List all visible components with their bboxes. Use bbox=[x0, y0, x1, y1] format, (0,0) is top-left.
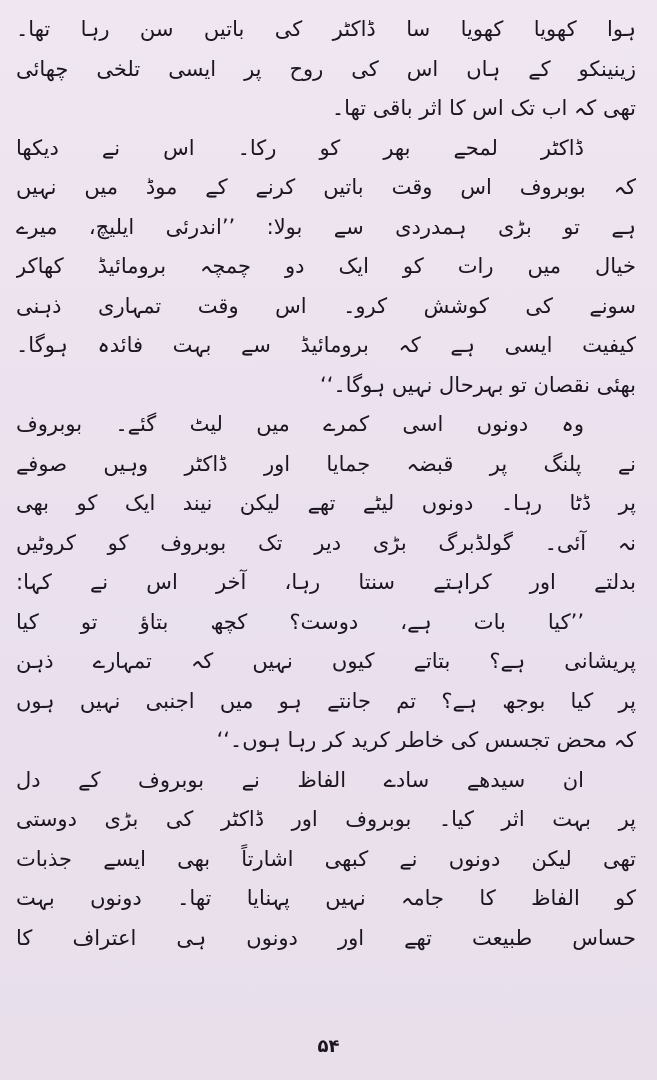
text-line: کہ بوبروف اس وقت باتیں کرنے کے موڈ میں نہیں bbox=[16, 175, 636, 199]
paragraph-start-line: وہ دونوں اسی کمرے میں لیٹ گئے۔ بوبروف bbox=[16, 412, 584, 436]
text-line: کیفیت ایسی ہے کہ برومائیڈ سے بہت فائدہ ہوگا۔ bbox=[16, 333, 636, 357]
text-line: ہوا کھویا کھویا سا ڈاکٹر کی باتیں سن رہا تھا۔ bbox=[16, 17, 636, 41]
text-line: نہ آئی۔ گولڈبرگ بڑی دیر تک بوبروف کو کروٹیں bbox=[16, 530, 636, 555]
text-line: نے پلنگ پر قبضہ جمایا اور ڈاکٹر وہیں صوفے bbox=[16, 451, 636, 476]
text-line: خیال میں رات کو ایک دو چمچہ برومائیڈ کھاکر bbox=[16, 254, 636, 278]
text-line: کو الفاظ کا جامہ نہیں پہنایا تھا۔ دونوں بہت bbox=[16, 886, 636, 910]
paragraph-start-line: ’’کیا بات ہے، دوست؟ کچھ بتاؤ تو کیا bbox=[16, 609, 584, 634]
text-line: تھی لیکن دونوں نے کبھی اشارتاً بھی ایسے جذبات bbox=[16, 846, 636, 871]
paragraph-start-line: ڈاکٹر لمحے بھر کو رکا۔ اس نے دیکھا bbox=[16, 135, 584, 160]
body-text bbox=[16, 10, 636, 958]
text-line: بھئی نقصان تو بہرحال نہیں ہوگا۔‘‘ bbox=[320, 372, 636, 397]
text-line: سونے کی کوشش کرو۔ اس وقت تمہاری ذہنی bbox=[16, 293, 636, 318]
text-line: پر ڈٹا رہا۔ دونوں لیٹے تھے لیکن نیند ایک کو بھی bbox=[16, 491, 636, 515]
paragraph-start-line: ان سیدھے سادے الفاظ نے بوبروف کے دل bbox=[16, 767, 584, 792]
text-line: حساس طبیعت تھے اور دونوں ہی اعتراف کا bbox=[16, 925, 636, 950]
text-line: زینینکو کے ہاں اس کی روح پر ایسی تلخی چھائی bbox=[16, 56, 636, 81]
text-line: پریشانی ہے؟ بتاتے کیوں نہیں کہ تمہارے ذہن bbox=[16, 649, 636, 673]
text-line: پر کیا بوجھ ہے؟ تم جانتے ہو میں اجنبی نہیں ہوں bbox=[16, 688, 636, 713]
text-line: تھی کہ اب تک اس کا اثر باقی تھا۔ bbox=[331, 96, 636, 120]
page-number: ۵۴ bbox=[317, 1036, 340, 1057]
text-line: کہ محض تجسس کی خاطر کرید کر رہا ہوں۔‘‘ bbox=[216, 728, 636, 752]
text-line: بدلتے اور کراہتے سنتا رہا، آخر اس نے کہا: bbox=[16, 570, 636, 594]
text-line: ہے تو بڑی ہمدردی سے بولا: ’’اندرئی ایلیچ، میرے bbox=[16, 214, 636, 239]
text-line: پر بہت اثر کیا۔ بوبروف اور ڈاکٹر کی بڑی دوستی bbox=[16, 807, 636, 831]
